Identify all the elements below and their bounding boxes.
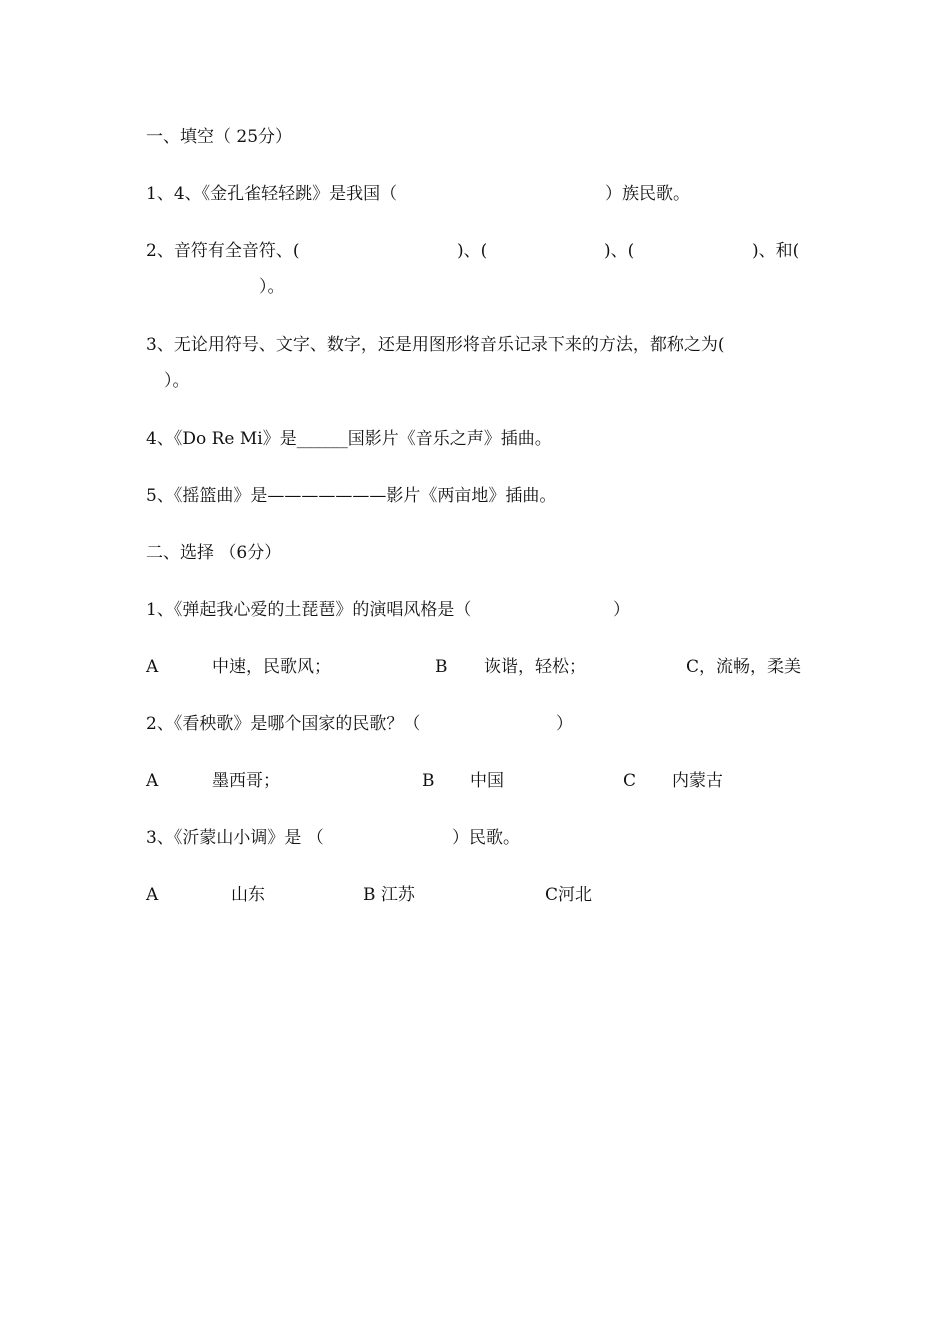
section2-heading bbox=[146, 542, 282, 564]
question-3-stem: 3、无论用符号、文字、数字，还是用图形将音乐记录下来的方法，都称之为( bbox=[146, 335, 725, 355]
option-c-letter: C bbox=[623, 771, 637, 791]
choice-question-3 bbox=[146, 827, 520, 849]
option-b-letter: B bbox=[435, 657, 448, 677]
choice-1-tail: ） bbox=[613, 600, 630, 620]
question-1-stem: 1、4、《金孔雀轻轻跳》是我国（ bbox=[146, 184, 398, 204]
option-b-letter: B bbox=[422, 771, 435, 791]
option-c-text: C，流畅，柔美 bbox=[686, 657, 802, 677]
fill-question-1 bbox=[146, 183, 690, 205]
option-c-text: 内蒙古 bbox=[672, 771, 723, 791]
option-a-text: 山东 bbox=[231, 885, 265, 905]
choice-question-3-options bbox=[146, 884, 593, 906]
section1-heading bbox=[146, 126, 293, 148]
option-a-letter: A bbox=[146, 885, 159, 905]
choice-3-tail: ）民歌。 bbox=[452, 828, 520, 848]
choice-1-stem: 1、《弹起我心爱的土琵琶》的演唱风格是（ bbox=[146, 600, 472, 620]
option-a-text: 中速，民歌风； bbox=[212, 657, 331, 677]
question-3-tail: ）。 bbox=[164, 371, 190, 391]
fill-question-3 bbox=[146, 334, 725, 356]
choice-question-1-options bbox=[146, 656, 802, 678]
question-2-blank-sep-2: )、( bbox=[604, 241, 635, 261]
question-2-tail: ）。 bbox=[259, 277, 285, 297]
option-a-letter: A bbox=[146, 657, 159, 677]
fill-question-4 bbox=[146, 428, 552, 450]
option-b-text: B 江苏 bbox=[363, 885, 415, 905]
option-c-text: C河北 bbox=[545, 885, 593, 905]
question-5-text: 5、《摇篮曲》是———————影片《两亩地》插曲。 bbox=[146, 486, 557, 506]
option-a-text: 墨西哥； bbox=[212, 771, 280, 791]
question-2-stem: 2、音符有全音符、( bbox=[146, 241, 300, 261]
question-2-blank-sep-1: )、( bbox=[457, 241, 488, 261]
fill-question-5 bbox=[146, 485, 557, 507]
choice-question-1 bbox=[146, 599, 630, 621]
option-b-text: 中国 bbox=[470, 771, 504, 791]
question-4-text: 4、《Do Re Mi》是______国影片《音乐之声》插曲。 bbox=[146, 429, 552, 449]
section1-heading-text: 一、填空（ 25分） bbox=[146, 127, 293, 147]
fill-question-3-continued bbox=[146, 370, 190, 392]
fill-question-2-continued bbox=[146, 276, 285, 298]
choice-3-stem: 3、《沂蒙山小调》是 （ bbox=[146, 828, 324, 848]
choice-2-stem: 2、《看秧歌》是哪个国家的民歌？（ bbox=[146, 714, 421, 734]
choice-question-2 bbox=[146, 713, 573, 735]
option-b-text: 诙谐，轻松； bbox=[484, 657, 586, 677]
question-1-tail: ）族民歌。 bbox=[605, 184, 690, 204]
question-2-blank-sep-3: )、和( bbox=[752, 241, 800, 261]
option-a-letter: A bbox=[146, 771, 159, 791]
choice-question-2-options bbox=[146, 770, 723, 792]
section2-heading-text: 二、选择 （6分） bbox=[146, 543, 282, 563]
choice-2-tail: ） bbox=[556, 714, 573, 734]
fill-question-2 bbox=[146, 240, 800, 262]
